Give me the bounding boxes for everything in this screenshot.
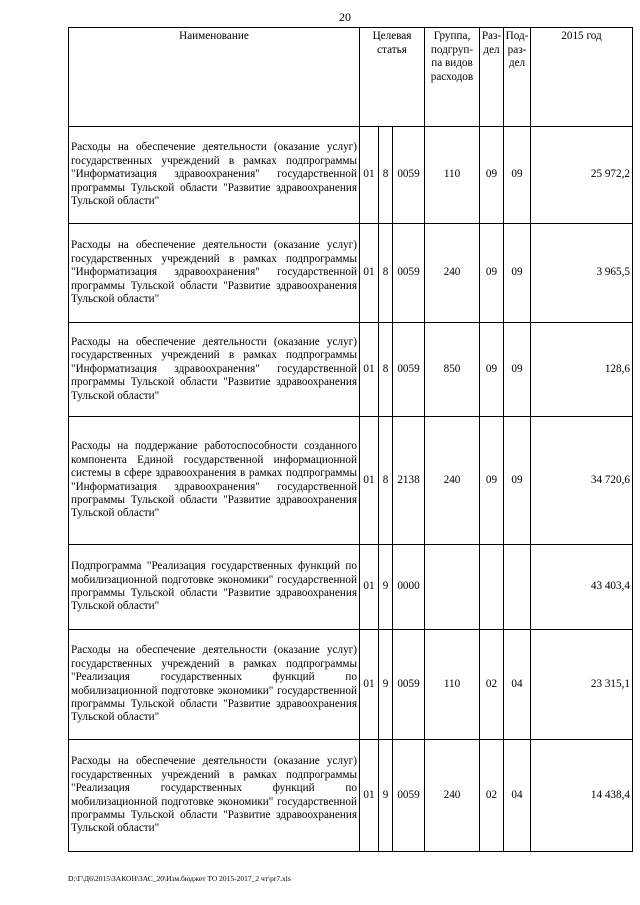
row-code-program: 01 [360,545,379,630]
row-code-subprogram: 8 [379,224,393,323]
row-code-program: 01 [360,740,379,852]
row-section: 09 [480,417,504,545]
row-code-direction: 0000 [393,545,425,630]
row-section [480,545,504,630]
row-code-program: 01 [360,630,379,740]
row-section: 09 [480,323,504,417]
row-code-program: 01 [360,224,379,323]
row-group: 240 [425,740,480,852]
header-group: Группа, подгруп-па видов расходов [425,28,480,127]
row-subsection: 09 [504,417,531,545]
row-group [425,545,480,630]
row-subsection [504,545,531,630]
row-code-subprogram: 9 [379,740,393,852]
row-code-direction: 0059 [393,630,425,740]
row-code-program: 01 [360,417,379,545]
header-row [69,28,633,127]
row-subsection: 09 [504,224,531,323]
table-row [69,323,633,417]
row-amount: 23 315,1 [531,630,633,740]
row-name: Расходы на обеспечение деятельности (оказание услуг) государственных учреждений в рамках подпрограммы "Реализация государственных функций по мобилизационной подготовке экономики" государственной программы Тульской области "Развитие здравоохранения Тульской области" [69,740,360,852]
row-code-subprogram: 9 [379,630,393,740]
row-code-direction: 0059 [393,740,425,852]
row-code-subprogram: 8 [379,127,393,224]
row-name: Расходы на поддержание работоспособности созданного компонента Единой государственной информационной системы в сфере здравоохранения в рамках подпрограммы "Информатизация здравоохранения" государственной программы Тульской области "Развитие здравоохранения Тульской области" [69,417,360,545]
row-code-program: 01 [360,323,379,417]
header-name: Наименование [69,28,360,127]
row-group: 240 [425,224,480,323]
row-section: 02 [480,630,504,740]
row-name: Подпрограмма "Реализация государственных функций по мобилизационной подготовке экономики" государственной программы Тульской области "Развитие здравоохранения Тульской области" [69,545,360,630]
row-section: 02 [480,740,504,852]
row-amount: 14 438,4 [531,740,633,852]
row-code-subprogram: 8 [379,323,393,417]
header-section: Раз-дел [480,28,504,127]
row-name: Расходы на обеспечение деятельности (оказание услуг) государственных учреждений в рамках подпрограммы "Информатизация здравоохранения" государственной программы Тульской области "Развитие здравоохранения Тульской области" [69,224,360,323]
row-code-direction: 0059 [393,127,425,224]
header-year: 2015 год [531,28,633,127]
row-amount: 128,6 [531,323,633,417]
row-code-subprogram: 9 [379,545,393,630]
row-subsection: 09 [504,323,531,417]
table-row [69,630,633,740]
table-row [69,224,633,323]
row-name: Расходы на обеспечение деятельности (оказание услуг) государственных учреждений в рамках подпрограммы "Реализация государственных функций по мобилизационной подготовке экономики" государственной программы Тульской области "Развитие здравоохранения Тульской области" [69,630,360,740]
page-number: 20 [339,10,351,24]
header-target: Целевая статья [360,28,425,127]
row-amount: 34 720,6 [531,417,633,545]
row-code-subprogram: 8 [379,417,393,545]
row-name: Расходы на обеспечение деятельности (оказание услуг) государственных учреждений в рамках подпрограммы "Информатизация здравоохранения" государственной программы Тульской области "Развитие здравоохранения Тульской области" [69,323,360,417]
row-subsection: 04 [504,740,531,852]
row-group: 110 [425,127,480,224]
row-subsection: 09 [504,127,531,224]
table-row [69,545,633,630]
row-amount: 25 972,2 [531,127,633,224]
table-row [69,127,633,224]
row-code-program: 01 [360,127,379,224]
row-section: 09 [480,127,504,224]
row-code-direction: 2138 [393,417,425,545]
row-code-direction: 0059 [393,224,425,323]
row-amount: 43 403,4 [531,545,633,630]
row-name: Расходы на обеспечение деятельности (оказание услуг) государственных учреждений в рамках подпрограммы "Информатизация здравоохранения" государственной программы Тульской области "Развитие здравоохранения Тульской области" [69,127,360,224]
budget-table [68,27,633,852]
table-row [69,417,633,545]
row-code-direction: 0059 [393,323,425,417]
row-section: 09 [480,224,504,323]
row-group: 240 [425,417,480,545]
row-amount: 3 965,5 [531,224,633,323]
row-group: 110 [425,630,480,740]
file-path-footer: D:\Г\Д6\2015\ЗАКОН\ЗАС_20\Изм.бюджет ТО 2015-2017_2 чт\pr7.xls [68,874,291,883]
table-row [69,740,633,852]
header-subsection: Под-раз-дел [504,28,531,127]
row-group: 850 [425,323,480,417]
row-subsection: 04 [504,630,531,740]
